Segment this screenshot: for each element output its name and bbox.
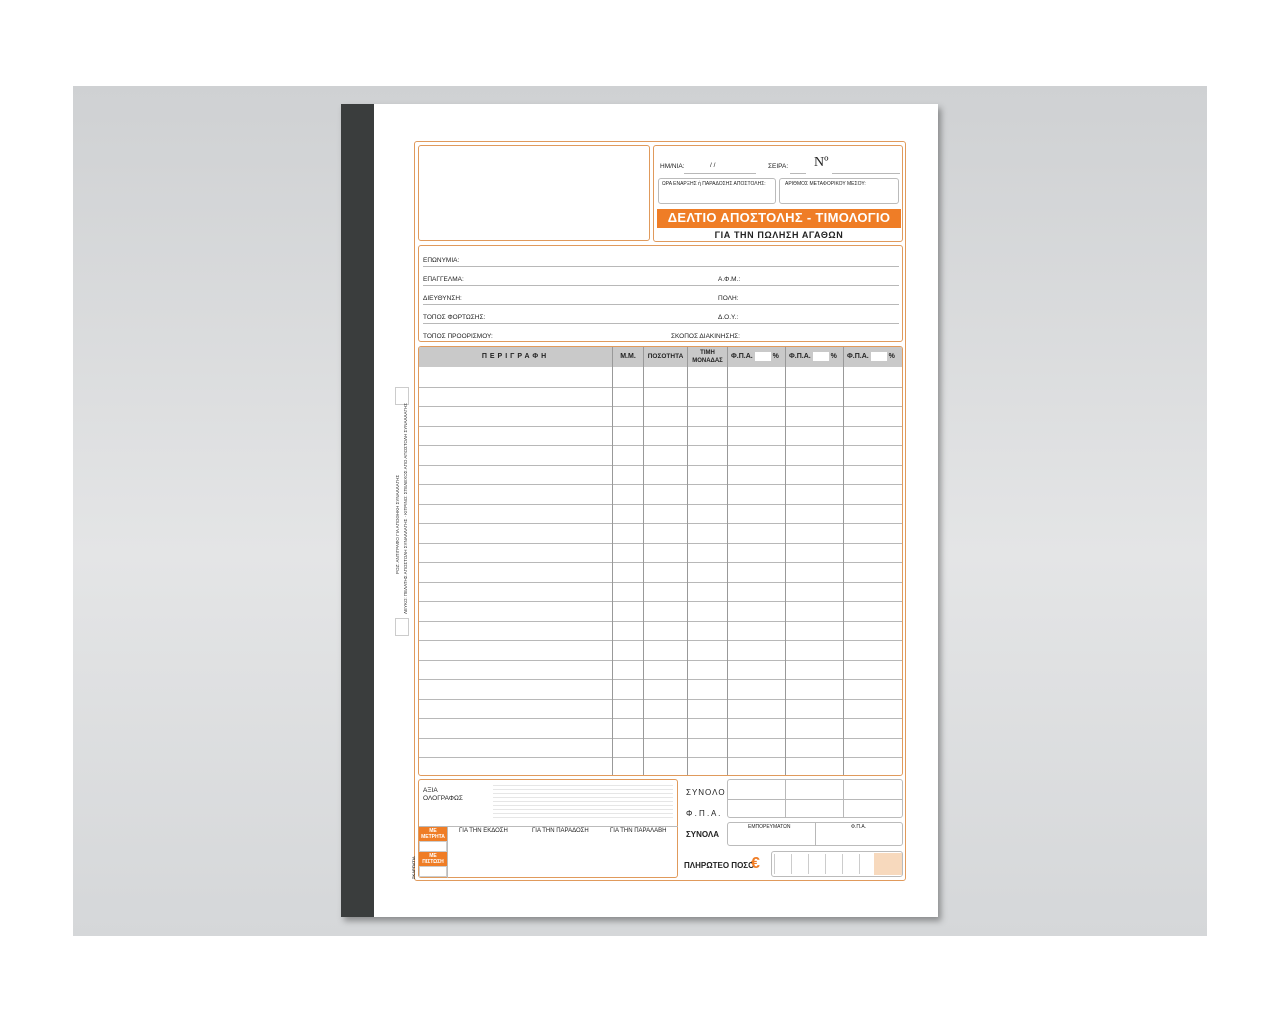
payable-field[interactable] [771, 851, 903, 877]
table-row[interactable] [419, 387, 903, 388]
payable-decimals [874, 853, 902, 875]
start-time-label: ΩΡΑ ΕΝΑΡΞΗΣ ή ΠΑΡΑΔΟΣΗΣ ΑΠΟΣΤΟΛΗΣ: [662, 181, 766, 187]
sum-label: ΣΥΝΟΛΟ [686, 788, 726, 797]
vehicle-field[interactable] [779, 178, 899, 204]
cash-checkbox[interactable] [419, 841, 447, 852]
doy-label: Δ.Ο.Υ.: [718, 314, 739, 321]
col-description: ΠΕΡΙΓΡΑΦΗ [419, 347, 612, 367]
col-vat-1-label: Φ.Π.Α. [731, 353, 753, 360]
vehicle-label: ΑΡΙΘΜΟΣ ΜΕΤΑΦΟΡΙΚΟΥ ΜΕΣΟΥ: [785, 181, 866, 187]
vat-small-label: Φ.Π.Α. [851, 824, 867, 830]
table-row[interactable] [419, 523, 903, 524]
totals-label: ΣΥΝΟΛΑ [686, 830, 720, 839]
totals-grid [727, 822, 903, 846]
table-row[interactable] [419, 601, 903, 602]
col-vat-2 [786, 347, 843, 367]
margin-checkbox-bottom [395, 618, 409, 636]
amount-label-1: ΑΞΙΑ [423, 787, 438, 794]
header-info-box [653, 145, 903, 242]
amount-divider [419, 826, 678, 827]
col-vat-1 [728, 347, 785, 367]
items-table [418, 346, 903, 776]
invoice-pad [341, 104, 938, 917]
date-slashes: / / [710, 162, 716, 169]
series-line [790, 173, 806, 174]
payable-cells [774, 854, 874, 874]
table-row[interactable] [419, 757, 903, 758]
brand-text: ΣΚΑΡΠΑΤΙΑ [411, 856, 416, 879]
payable-label: ΠΛΗΡΩΤΕΟ ΠΟΣΟ [684, 861, 755, 870]
name-label: ΕΠΩΝΥΜΙΑ: [423, 257, 460, 264]
table-row[interactable] [419, 660, 903, 661]
customer-line-2 [423, 285, 899, 286]
destination-label: ΤΟΠΟΣ ΠΡΟΟΡΙΣΜΟΥ: [423, 333, 493, 340]
city-label: ΠΟΛΗ: [718, 295, 739, 302]
table-row[interactable] [419, 406, 903, 407]
table-row[interactable] [419, 621, 903, 622]
address-label: ΔΙΕΥΘΥΝΣΗ: [423, 295, 462, 302]
table-row[interactable] [419, 543, 903, 544]
table-row[interactable] [419, 484, 903, 485]
credit-label: ΜΕ ΠΙΣΤΩΣΗ [419, 852, 447, 866]
col-vat-3-label: Φ.Π.Α. [847, 353, 869, 360]
amount-words-box [418, 779, 678, 878]
pad-binding [341, 104, 374, 917]
customer-line-4 [423, 323, 899, 324]
issuer-logo-box [418, 145, 650, 241]
table-row[interactable] [419, 562, 903, 563]
table-row[interactable] [419, 445, 903, 446]
col-unit-price: ΤΙΜΗ ΜΟΝΑΔΑΣ [688, 347, 727, 367]
sign-divider [447, 826, 448, 878]
customer-line-1 [423, 266, 899, 267]
start-time-field[interactable] [658, 178, 776, 204]
col-vat-2-label: Φ.Π.Α. [789, 353, 811, 360]
table-row[interactable] [419, 504, 903, 505]
credit-checkbox[interactable] [419, 866, 447, 877]
table-row[interactable] [419, 718, 903, 719]
col-vat-1-percent: % [772, 353, 779, 360]
col-vat-3-blank[interactable] [871, 352, 887, 361]
vat-label: Φ . Π . Α . [686, 809, 721, 818]
sum-vat-grid [727, 779, 903, 818]
amount-words-field[interactable] [493, 785, 673, 821]
euro-icon: € [751, 855, 760, 872]
issue-signature-label: ΓΙΑ ΤΗΝ ΕΚΔΟΣΗ [459, 828, 508, 834]
purpose-label: ΣΚΟΠΟΣ ΔΙΑΚΙΝΗΣΗΣ: [671, 333, 740, 340]
col-vat-3 [844, 347, 903, 367]
col-quantity: ΠΟΣΟΤΗΤΑ [644, 347, 687, 367]
loading-label: ΤΟΠΟΣ ΦΟΡΤΩΣΗΣ: [423, 314, 486, 321]
margin-copy-text-2: ΛΕΥΚΟ: ΠΕΛΑΤΗΣ ΑΠΟΣΤΟΛΗ ΣΥΝΑΛΛΑΓΗΣ · ΚΙΤΡΙΝΟ: ΣΤΕΛΕΧΟΣ ΑΠΟ ΑΠΟΣΤΟΛΗ ΣΥΝΑΛΛΑΓΗΣ [403, 402, 408, 614]
profession-label: ΕΠΑΓΓΕΛΜΑ: [423, 276, 464, 283]
table-column-divider [785, 347, 786, 776]
table-row[interactable] [419, 679, 903, 680]
number-symbol: Nº [814, 155, 829, 170]
date-label: ΗΜ/ΝΙΑ: [660, 163, 685, 170]
document-title: ΔΕΛΤΙΟ ΑΠΟΣΤΟΛΗΣ - ΤΙΜΟΛΟΓΙΟ [657, 209, 901, 228]
table-column-divider [687, 347, 688, 776]
margin-copy-text-1: ΡΟΖ: ΑΝΤΙΓΡΑΦΟ ΓΙΑ ΑΠΟΘΗΚΗ ΣΥΝΑΛΛΑΓΗΣ [395, 474, 400, 574]
document-subtitle: ΓΙΑ ΤΗΝ ΠΩΛΗΣΗ ΑΓΑΘΩΝ [714, 230, 844, 240]
table-row[interactable] [419, 465, 903, 466]
table-row[interactable] [419, 582, 903, 583]
col-unit: Μ.Μ. [613, 347, 643, 367]
customer-info-box [418, 245, 903, 342]
afm-label: Α.Φ.Μ.: [718, 276, 741, 283]
goods-label: ΕΜΠΟΡΕΥΜΑΤΩΝ [748, 824, 791, 830]
amount-label-2: ΟΛΟΓΡΑΦΩΣ [423, 795, 463, 802]
sum-grid-h [728, 799, 903, 800]
date-line [684, 173, 756, 174]
series-label: ΣΕΙΡΑ: [768, 163, 789, 170]
totals-grid-v [815, 823, 816, 846]
col-vat-1-blank[interactable] [755, 352, 771, 361]
table-row[interactable] [419, 426, 903, 427]
col-vat-3-percent: % [888, 353, 895, 360]
receipt-signature-label: ΓΙΑ ΤΗΝ ΠΑΡΑΛΑΒΗ [610, 828, 667, 834]
col-vat-2-percent: % [830, 353, 837, 360]
table-column-divider [727, 347, 728, 776]
number-line [832, 173, 900, 174]
col-vat-2-blank[interactable] [813, 352, 829, 361]
table-column-divider [843, 347, 844, 776]
table-row[interactable] [419, 699, 903, 700]
customer-line-3 [423, 304, 899, 305]
table-row[interactable] [419, 738, 903, 739]
table-row[interactable] [419, 640, 903, 641]
table-column-divider [643, 347, 644, 776]
cash-label: ΜΕ ΜΕΤΡΗΤΑ [419, 827, 447, 841]
table-column-divider [612, 347, 613, 776]
delivery-signature-label: ΓΙΑ ΤΗΝ ΠΑΡΑΔΟΣΗ [532, 828, 589, 834]
